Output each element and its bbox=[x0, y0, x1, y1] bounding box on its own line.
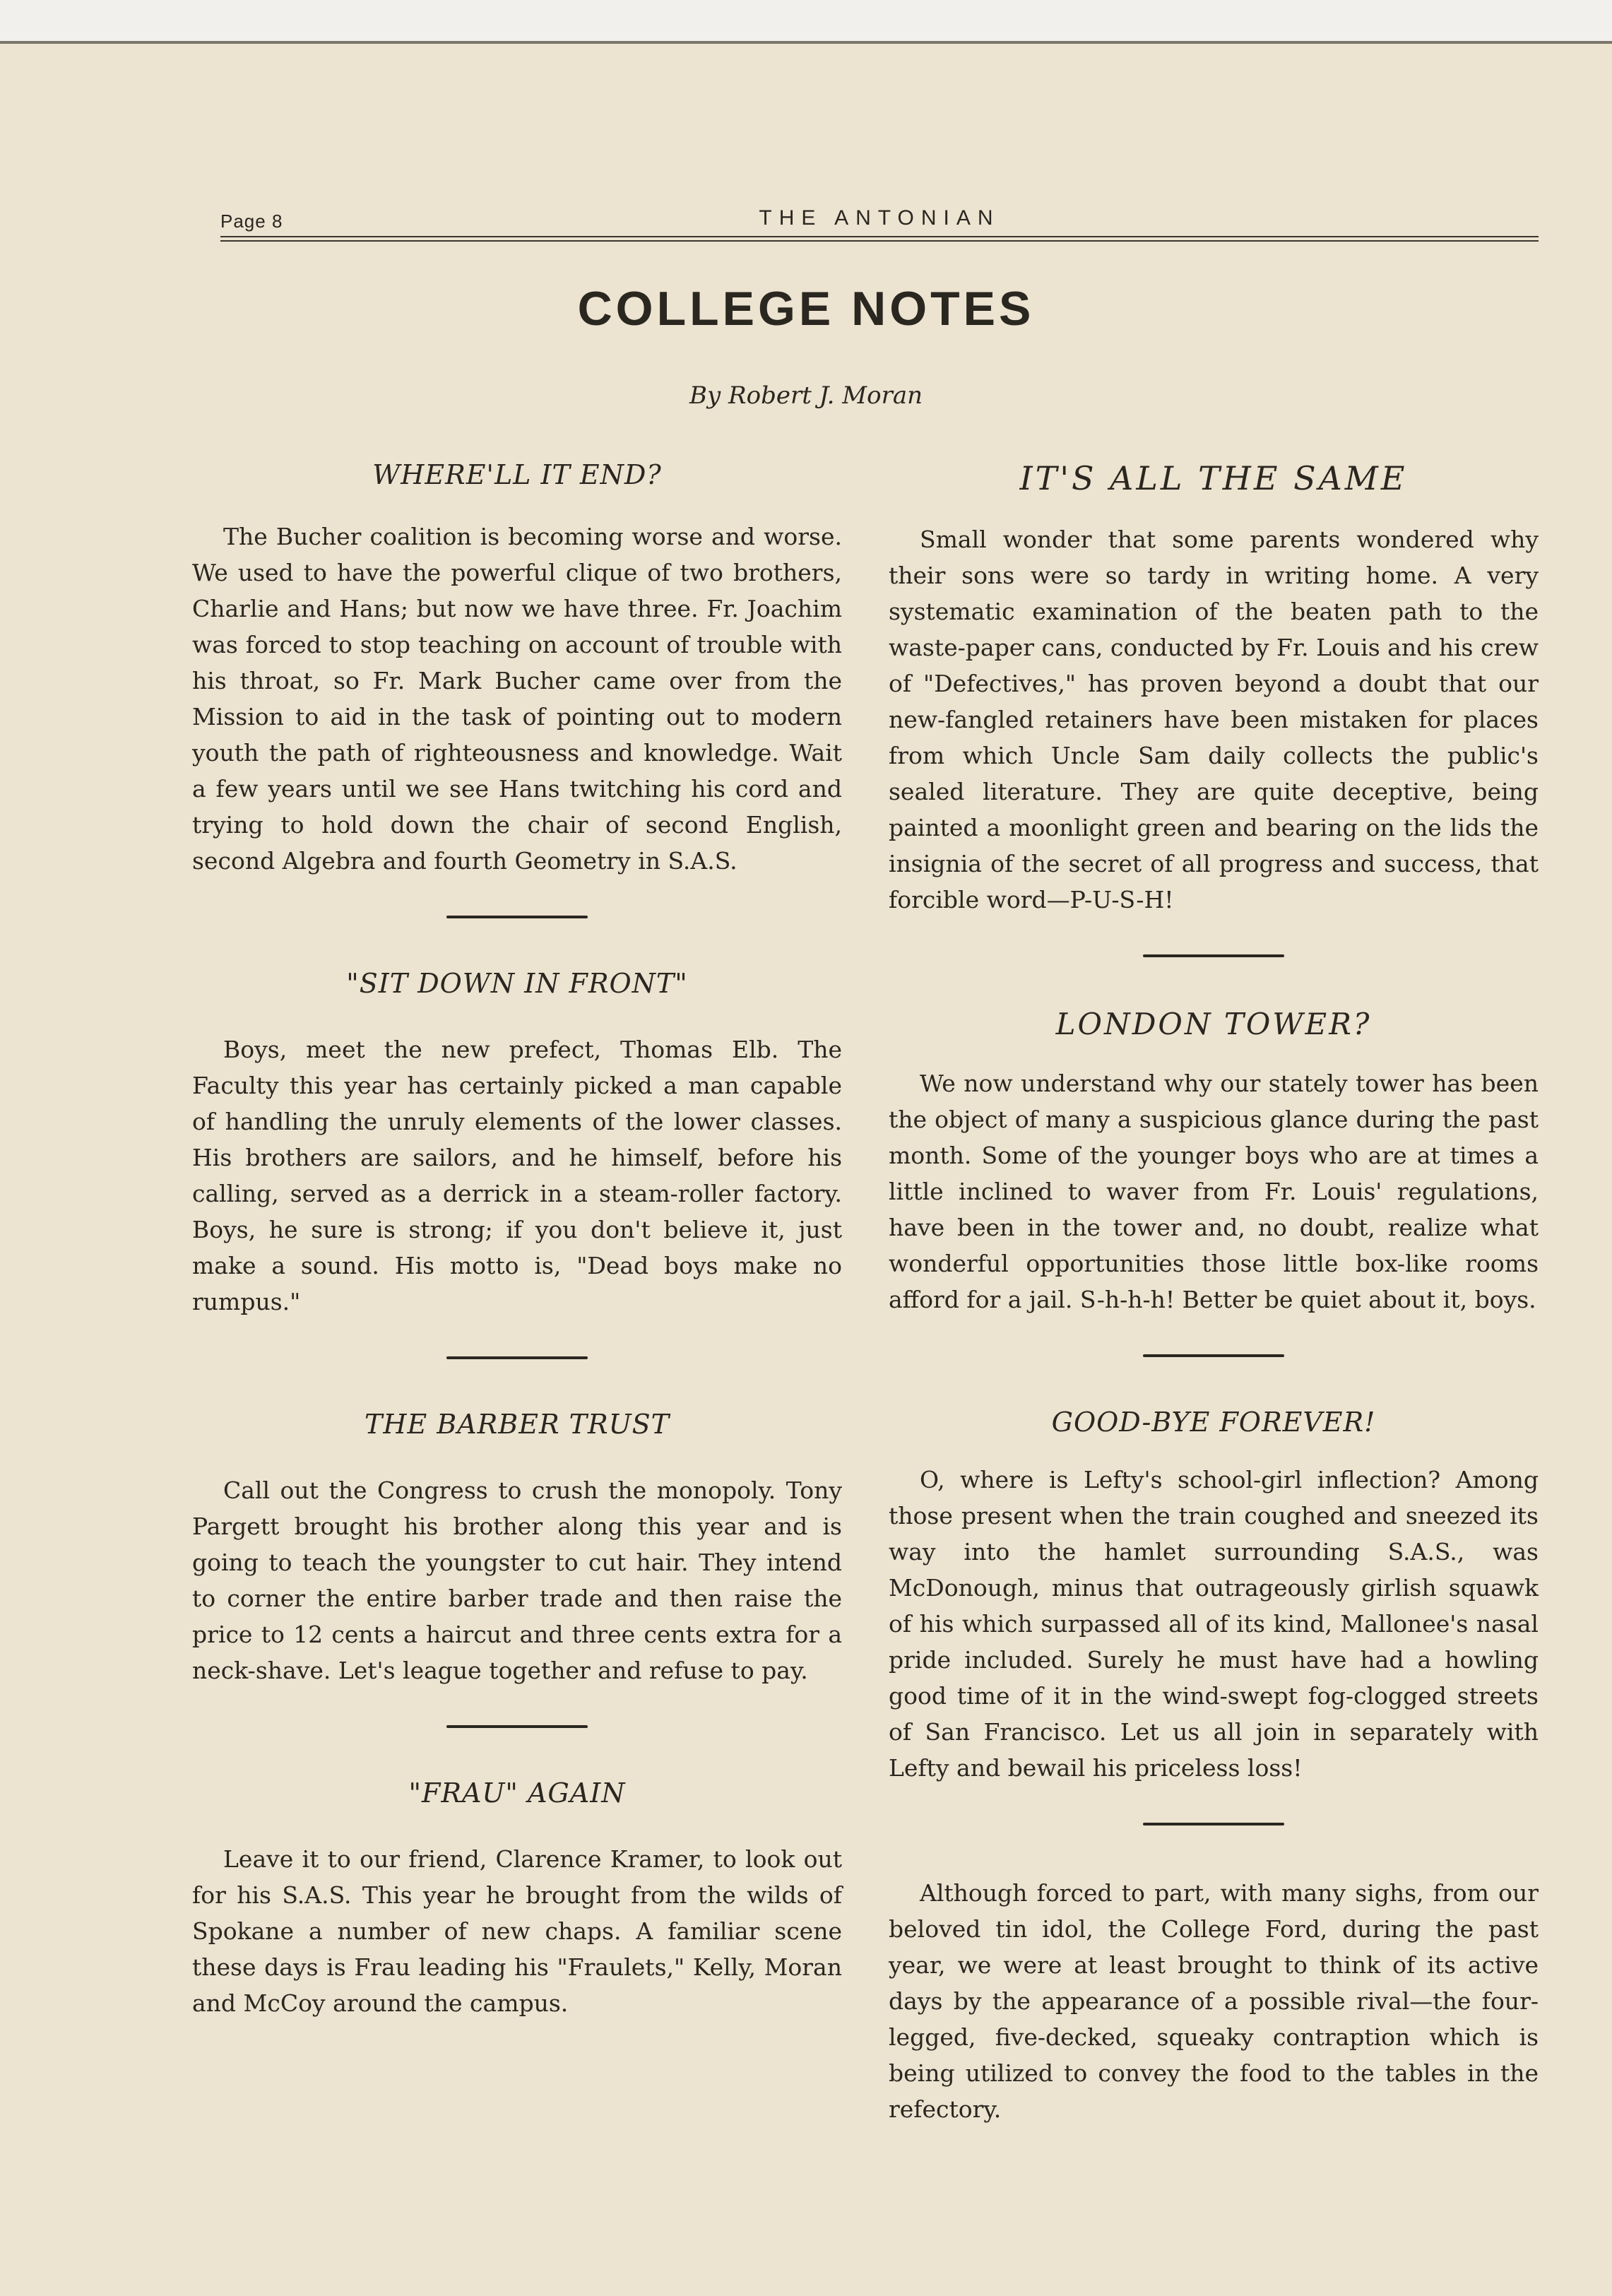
article-heading: WHERE'LL IT END? bbox=[372, 459, 662, 490]
header-rule-bottom bbox=[220, 240, 1539, 242]
article-heading: IT'S ALL THE SAME bbox=[1019, 459, 1408, 497]
section-divider bbox=[1143, 1823, 1284, 1825]
article-body: Small wonder that some parents wondered why their sons were so tardy in writing home. A very systematic examination of the beaten path to the waste-paper cans, conducted by Fr. Louis and his crew of "Defectives," has proven beyond a doubt that our new-fangled retainers have been mistaken for places from which Uncle Sam daily collects the public's sealed literature. They are quite deceptive, being painted a moonlight green and bearing on the lids the insignia of the secret of all progress and success, that forcible word—P-U-S-H! bbox=[889, 526, 1539, 913]
byline: By Robert J. Moran bbox=[689, 381, 923, 410]
page-number: Page 8 bbox=[220, 211, 283, 232]
article-heading: GOOD-BYE FOREVER! bbox=[1051, 1407, 1376, 1438]
article bbox=[192, 1409, 842, 1688]
article-heading: THE BARBER TRUST bbox=[365, 1409, 670, 1440]
right-column bbox=[889, 459, 1539, 2127]
article bbox=[192, 968, 842, 1320]
article-body: Call out the Congress to crush the monopoly. Tony Pargett brought his brother along this year and is going to teach the youngster to cut hair. They intend to corner the entire barber trade and then raise the price to 12 cents a haircut and three cents extra for a neck-shave. Let's league together and refuse to pay. bbox=[192, 1477, 842, 1684]
article-body: Leave it to our friend, Clarence Kramer, to look out for his S.A.S. This year he brought from the wilds of Spokane a number of new chaps. A familiar scene these days is Frau leading his "Fraulets," Kelly, Moran and McCoy around the campus. bbox=[192, 1845, 842, 2017]
article bbox=[889, 1407, 1539, 1786]
article bbox=[889, 1875, 1539, 2127]
article-body: O, where is Lefty's school-girl inflection? Among those present when the train coughed and sneezed its way into the hamlet surrounding S.A.S., was McDonough, minus that outrageously girlish squawk of his which surpassed all of its kind, Mallonee's nasal pride included. Surely he must have had a howling good time of it in the wind-swept fog-clogged streets of San Francisco. Let us all join in separately with Lefty and bewail his priceless loss! bbox=[889, 1466, 1539, 1782]
section-divider bbox=[1143, 954, 1284, 957]
section-divider bbox=[446, 1356, 588, 1359]
journal-name: THE ANTONIAN bbox=[759, 206, 1000, 230]
article bbox=[889, 1007, 1539, 1318]
article-body: We now understand why our stately tower has been the object of many a suspicious glance during the past month. Some of the younger boys who are at times a little inclined to waver from Fr. Louis' regulations, have been in the tower and, no doubt, realize what wonderful opportunities those little box-like rooms afford for a jail. S-h-h-h! Better be quiet about it, boys. bbox=[889, 1070, 1539, 1313]
article bbox=[889, 459, 1539, 918]
section-divider bbox=[446, 1725, 588, 1728]
article-body: The Bucher coalition is becoming worse and worse. We used to have the powerful clique of two brothers, Charlie and Hans; but now we have three. Fr. Joachim was forced to stop teaching on account of trouble with his throat, so Fr. Mark Bucher came over from the Mission to aid in the task of pointing out to modern youth the path of righteousness and knowledge. Wait a few years until we see Hans twitching his cord and trying to hold down the chair of second English, second Algebra and fourth Geometry in S.A.S. bbox=[192, 523, 842, 875]
article-heading: LONDON TOWER? bbox=[1055, 1007, 1372, 1041]
article bbox=[192, 459, 842, 879]
article-heading: "FRAU" AGAIN bbox=[408, 1777, 626, 1809]
article-heading: "SIT DOWN IN FRONT" bbox=[346, 968, 688, 999]
article-body: Although forced to part, with many sighs, from our beloved tin idol, the College Ford, during the past year, we were at least brought to think of its active days by the appearance of a possible rival—the four-legged, five-decked, squeaky contraption which is being utilized to convey the food to the tables in the refectory. bbox=[889, 1879, 1539, 2123]
section-divider bbox=[1143, 1354, 1284, 1357]
running-header bbox=[220, 206, 1539, 235]
section-divider bbox=[446, 916, 588, 918]
article-body: Boys, meet the new prefect, Thomas Elb. The Faculty this year has certainly picked a man capable of handling the unruly elements of the lower classes. His brothers are sailors, and he himself, before his calling, served as a derrick in a steam-roller factory. Boys, he sure is strong; if you don't believe it, just make a sound. His motto is, "Dead boys make no rumpus." bbox=[192, 1036, 842, 1315]
header-rule-top bbox=[220, 236, 1539, 237]
left-column bbox=[192, 459, 842, 2021]
scan-background bbox=[0, 0, 1612, 41]
article bbox=[192, 1777, 842, 2021]
page-title: COLLEGE NOTES bbox=[577, 282, 1035, 336]
